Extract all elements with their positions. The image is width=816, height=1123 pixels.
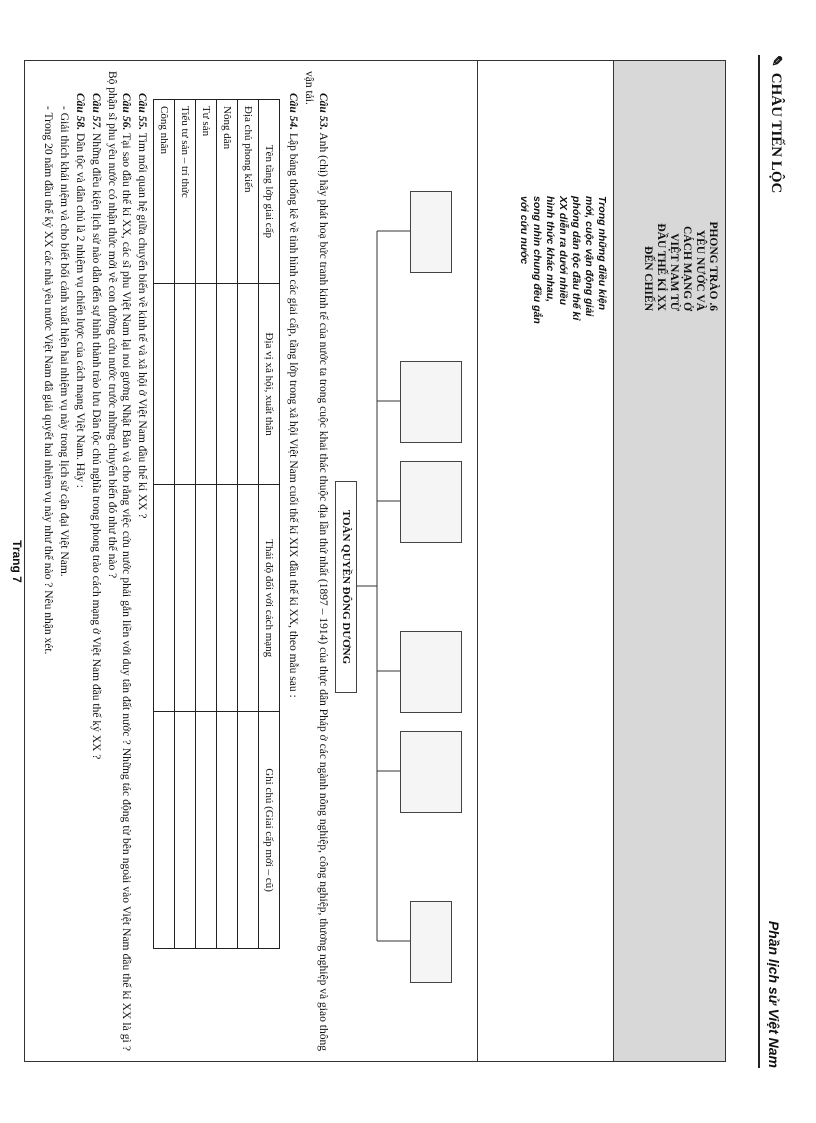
table-cell: Tiểu tư sản – trí thức bbox=[175, 100, 196, 284]
diagram-box bbox=[410, 901, 452, 983]
table-cell: Địa chủ phong kiến bbox=[238, 100, 259, 284]
table-row bbox=[196, 100, 217, 949]
page-number: Trang 7 bbox=[10, 540, 24, 583]
table-cell bbox=[238, 283, 259, 484]
question-text: Tại sao đầu thế kỉ XX, các sĩ phu Việt Nam lại noi gương Nhật Bản và cho rằng việc cứu nước phải gắn liền với duy tân đất nước ? Những tác động từ bên ngoài vào Việt Nam đầu thế kỉ XX là gì ? Bộ phận sĩ phu yêu nước có nhận thức mới về con đường cứu nước trước những chuyển biến đó như thế nào ? bbox=[106, 71, 132, 1051]
question-text: Những điều kiện lịch sử nào dẫn đến sự hình thành trào lưu Dân tộc chủ nghĩa trong phong trào cách mạng ở Việt Nam đầu thế kỷ XX ? bbox=[90, 132, 102, 760]
section-summary: Trong những điều kiện mới, cuộc vận động giải phóng dân tộc đầu thế kỉ XX diễn ra dưới nhiều hình thức khác nhau, song nhìn chung đều gắn với cứu nước bbox=[518, 196, 608, 324]
page-header bbox=[758, 55, 790, 1068]
table-cell: Công nhân bbox=[154, 100, 175, 284]
diagram-top-label: TOÀN QUYỀN ĐÔNG DƯƠNG bbox=[335, 481, 357, 693]
section-title bbox=[619, 221, 719, 311]
section-title-line: ĐẦU THẾ KỈ XX bbox=[655, 223, 667, 311]
table-header: Ghi chú (Giai cấp mới – cũ) bbox=[259, 712, 280, 949]
question-57 bbox=[89, 71, 103, 1051]
question-number: Câu 55. bbox=[136, 93, 148, 131]
bullet-text: Giải thích khái niệm và cho biết bối cảnh xuất hiện hai nhiệm vụ này trong lịch sử cận đại Việt Nam. bbox=[58, 112, 70, 577]
table-cell bbox=[217, 712, 238, 949]
section-title-line: VIỆT NAM TỪ bbox=[668, 233, 680, 311]
table-cell bbox=[217, 485, 238, 712]
question-number: Câu 53. bbox=[317, 93, 329, 131]
question-text: Lập bảng thống kê về tình hình các giai cấp, tầng lớp trong xã hội Việt Nam cuối thế kỉ XIX đầu thế kỉ XX, theo mẫu sau : bbox=[287, 132, 299, 698]
table-cell bbox=[217, 283, 238, 484]
brand-name: CHÂU TIẾN LỘC bbox=[768, 72, 784, 194]
table-row bbox=[217, 100, 238, 949]
diagram-box bbox=[410, 191, 452, 273]
pen-icon: ✎ bbox=[768, 55, 783, 67]
table-header: Tên tầng lớp giai cấp bbox=[259, 100, 280, 284]
table-cell bbox=[175, 283, 196, 484]
table-header: Thái độ đối với cách mạng bbox=[259, 485, 280, 712]
table-cell bbox=[175, 712, 196, 949]
question-text: Dân tộc và dân chủ là 2 nhiệm vụ chiến lược của cách mạng Việt Nam. Hãy : bbox=[74, 132, 86, 488]
table-cell bbox=[196, 485, 217, 712]
table-row bbox=[154, 100, 175, 949]
table-cell bbox=[196, 712, 217, 949]
question-number: Câu 57. bbox=[90, 93, 102, 131]
table-cell bbox=[154, 485, 175, 712]
table-cell: Tư sản bbox=[196, 100, 217, 284]
question-56 bbox=[105, 71, 133, 1051]
question-58 bbox=[73, 71, 87, 1051]
header-title: Phần lịch sử Việt Nam bbox=[766, 920, 782, 1068]
question-number: Câu 56. bbox=[120, 93, 132, 131]
question-text: Tìm mối quan hệ giữa chuyển biến về kinh tế và xã hội ở Việt Nam đầu thế kỉ XX ? bbox=[136, 132, 148, 519]
org-diagram bbox=[332, 71, 472, 1051]
table-cell bbox=[175, 485, 196, 712]
table-cell bbox=[154, 712, 175, 949]
table-cell bbox=[238, 485, 259, 712]
question-55 bbox=[135, 71, 149, 1051]
table-header-row bbox=[259, 100, 280, 949]
table-cell bbox=[196, 283, 217, 484]
summary-cell bbox=[477, 61, 614, 1061]
diagram-box bbox=[400, 461, 462, 543]
section-title-line: CÁCH MẠNG Ở bbox=[681, 226, 693, 311]
question-number: Câu 54. bbox=[287, 93, 299, 131]
table-row bbox=[175, 100, 196, 949]
question-53 bbox=[302, 71, 330, 1051]
table-header: Địa vị xã hội, xuất thân bbox=[259, 283, 280, 484]
content-table bbox=[24, 60, 726, 1062]
bullet-item: - Trong 20 năm đầu thế kỷ XX các nhà yêu nước Việt Nam đã giải quyết hai nhiệm vụ này như thế nào ? Nêu nhận xét. bbox=[42, 106, 54, 655]
diagram-box bbox=[400, 361, 462, 443]
table-cell bbox=[238, 712, 259, 949]
exercise-cell bbox=[25, 61, 478, 1061]
section-title-line: YÊU NƯỚC VÀ bbox=[694, 229, 706, 311]
table-row bbox=[238, 100, 259, 949]
question-text: Anh (chị) hãy phát hoạ bức tranh kinh tế của nước ta trong cuộc khai thác thuộc địa lần thứ nhất (1897 – 1914) của thực dân Pháp ở các ngành nông nghiệp, công nghiệp, thương nghiệp và giao thông vận tải. bbox=[303, 71, 329, 1051]
diagram-box bbox=[400, 731, 462, 813]
brand bbox=[767, 55, 784, 193]
section-title-cell bbox=[613, 61, 725, 1061]
question-number: Câu 58. bbox=[74, 93, 86, 131]
section-title-line: 6. PHONG TRÀO bbox=[707, 221, 719, 311]
section-title-line: ĐẾN CHIẾN bbox=[642, 246, 654, 311]
table-cell: Nông dân bbox=[217, 100, 238, 284]
class-table bbox=[153, 99, 280, 949]
exercise-content bbox=[39, 71, 472, 1051]
bullet-text: Trong 20 năm đầu thế kỷ XX các nhà yêu nước Việt Nam đã giải quyết hai nhiệm vụ này như thế nào ? Nêu nhận xét. bbox=[42, 112, 54, 655]
table-cell bbox=[154, 283, 175, 484]
bullet-item: - Giải thích khái niệm và cho biết bối cảnh xuất hiện hai nhiệm vụ này trong lịch sử cận đại Việt Nam. bbox=[58, 106, 70, 577]
question-54 bbox=[286, 71, 300, 1051]
diagram-box bbox=[400, 631, 462, 713]
